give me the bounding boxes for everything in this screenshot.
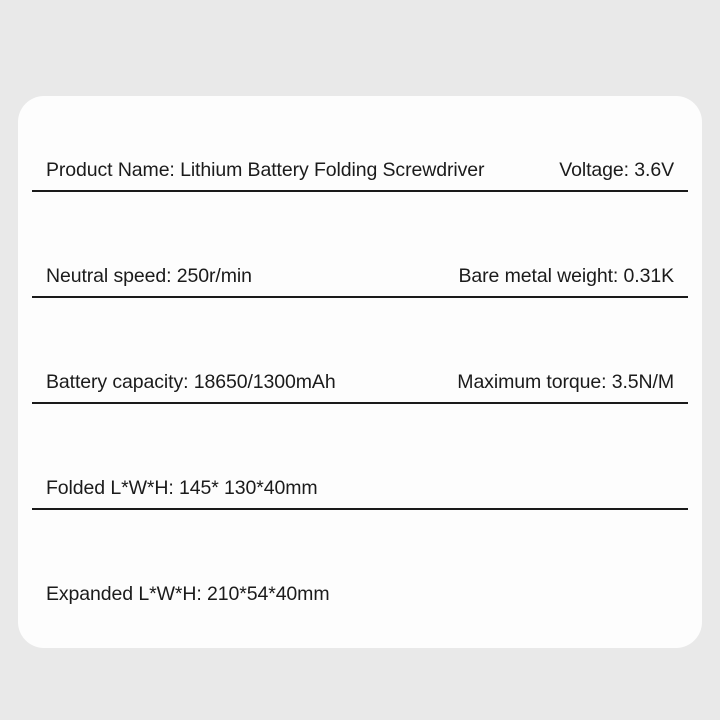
table-row — [32, 192, 688, 298]
spec-label-neutral-speed: Neutral speed: 250r/min — [46, 264, 252, 287]
spec-label-bare-metal-weight: Bare metal weight: 0.31K — [458, 264, 674, 287]
table-row — [32, 510, 688, 616]
spec-label-expanded-dimensions: Expanded L*W*H: 210*54*40mm — [46, 582, 330, 605]
spec-label-folded-dimensions: Folded L*W*H: 145* 130*40mm — [46, 476, 318, 499]
spec-label-maximum-torque: Maximum torque: 3.5N/M — [457, 370, 674, 393]
specification-card — [18, 96, 702, 648]
spec-label-battery-capacity: Battery capacity: 18650/1300mAh — [46, 370, 336, 393]
table-row — [32, 404, 688, 510]
spec-label-voltage: Voltage: 3.6V — [559, 158, 674, 181]
table-row — [32, 298, 688, 404]
spec-label-product-name: Product Name: Lithium Battery Folding Screwdriver — [46, 158, 485, 181]
table-row — [32, 96, 688, 192]
